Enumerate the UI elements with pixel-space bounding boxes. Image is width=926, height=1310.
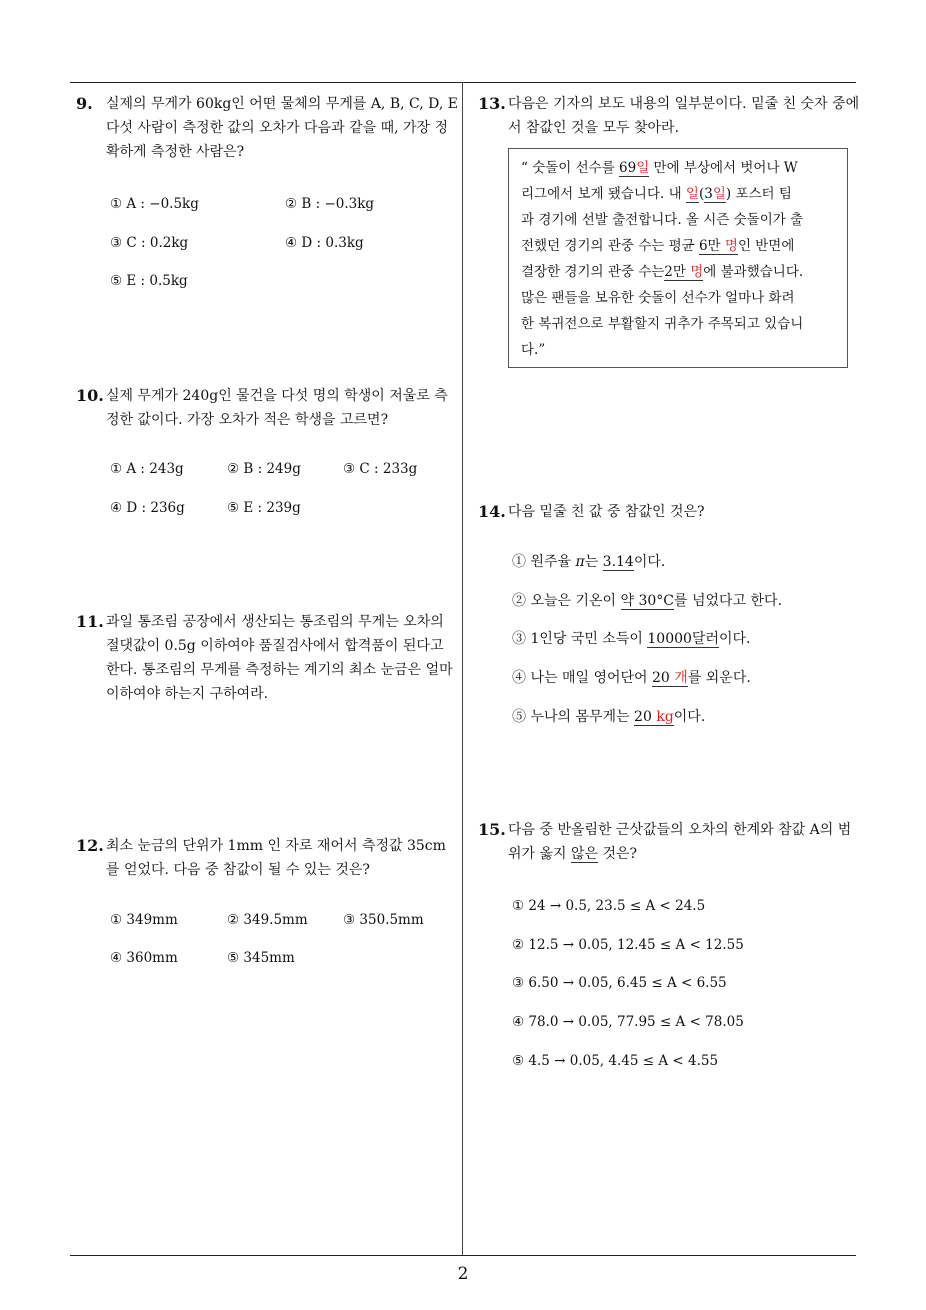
question-text: 다음 중 반올림한 근삿값들의 오차의 한계와 참값 A의 범위가 옳지 않은 것은? xyxy=(508,822,852,862)
quote-line: 많은 팬들을 보유한 숫돌이 선수가 얼마나 화려 xyxy=(521,290,795,306)
quote-line: “ 숫돌이 선수를 69일 만에 부상에서 벗어나 W xyxy=(521,160,798,176)
page-number: 2 xyxy=(457,1264,469,1284)
question-text: 실제 무게가 240g인 물건을 다섯 명의 학생이 저울로 측정한 값이다. 가장 오차가 적은 학생을 고르면? xyxy=(106,388,448,428)
quote-line: 한 복귀전으로 부활할지 귀추가 주목되고 있습니 xyxy=(521,316,804,332)
question-11 xyxy=(76,610,458,706)
option-5[interactable]: ⑤ 누나의 몸무게는 20 kg이다. xyxy=(512,709,706,725)
question-number: 15. xyxy=(478,820,506,839)
option-4[interactable]: ④ D : 0.3kg xyxy=(285,235,364,251)
option-4[interactable]: ④ 나는 매일 영어단어 20 개를 외운다. xyxy=(512,670,751,686)
question-number: 11. xyxy=(76,612,104,631)
question-9 xyxy=(76,92,458,164)
option-1[interactable]: ① A : −0.5kg xyxy=(110,196,199,212)
option-2[interactable]: ② B : 249g xyxy=(227,461,301,477)
option-1[interactable]: ① 24 → 0.5, 23.5 ≤ A < 24.5 xyxy=(512,898,706,914)
news-quote-box xyxy=(508,148,848,368)
option-5[interactable]: ⑤ E : 239g xyxy=(227,500,301,516)
option-3[interactable]: ③ C : 0.2kg xyxy=(110,235,189,251)
option-5[interactable]: ⑤ 4.5 → 0.05, 4.45 ≤ A < 4.55 xyxy=(512,1053,719,1069)
question-number: 9. xyxy=(76,94,93,113)
question-number: 14. xyxy=(478,502,506,521)
quote-line: 리그에서 보게 됐습니다. 내 일(3일) 포스터 팀 xyxy=(521,186,792,202)
option-2[interactable]: ② B : −0.3kg xyxy=(285,196,375,212)
option-5[interactable]: ⑤ 345mm xyxy=(227,950,295,966)
option-3[interactable]: ③ C : 233g xyxy=(343,461,418,477)
option-4[interactable]: ④ D : 236g xyxy=(110,500,185,516)
option-1[interactable]: ① 원주율 π는 3.14이다. xyxy=(512,554,666,570)
question-number: 10. xyxy=(76,386,104,405)
option-2[interactable]: ② 12.5 → 0.05, 12.45 ≤ A < 12.55 xyxy=(512,937,744,953)
option-1[interactable]: ① 349mm xyxy=(110,912,178,928)
question-number: 13. xyxy=(478,94,506,113)
question-text: 다음 밑줄 친 값 중 참값인 것은? xyxy=(508,504,705,520)
option-2[interactable]: ② 오늘은 기온이 약 30°C를 넘었다고 한다. xyxy=(512,593,783,609)
quote-line: 과 경기에 선발 출전합니다. 올 시즌 숫돌이가 출 xyxy=(521,212,804,228)
quote-line: 전했던 경기의 관중 수는 평균 6만 명인 반면에 xyxy=(521,238,795,254)
question-text: 과일 통조림 공장에서 생산되는 통조림의 무게는 오차의 절댓값이 0.5g 이하여야 품질검사에서 합격품이 된다고 한다. 통조림의 무게를 측정하는 계기의 최소 눈금은 얼마 이하여야 하는지 구하여라. xyxy=(106,614,453,702)
question-text: 최소 눈금의 단위가 1mm 인 자로 재어서 측정값 35cm를 얻었다. 다음 중 참값이 될 수 있는 것은? xyxy=(106,838,446,878)
question-12 xyxy=(76,834,458,882)
option-3[interactable]: ③ 1인당 국민 소득이 10000달러이다. xyxy=(512,631,751,647)
option-1[interactable]: ① A : 243g xyxy=(110,461,184,477)
column-divider xyxy=(462,82,463,1256)
question-text: 실제의 무게가 60kg인 어떤 물체의 무게를 A, B, C, D, E 다섯 사람이 측정한 값의 오차가 다음과 같을 때, 가장 정확하게 측정한 사람은? xyxy=(106,96,458,160)
option-4[interactable]: ④ 360mm xyxy=(110,950,178,966)
question-13 xyxy=(478,92,860,140)
quote-line: 다.” xyxy=(521,342,546,358)
question-number: 12. xyxy=(76,836,104,855)
option-5[interactable]: ⑤ E : 0.5kg xyxy=(110,273,188,289)
bottom-rule xyxy=(70,1255,856,1256)
question-15 xyxy=(478,818,860,866)
top-rule xyxy=(70,82,856,83)
option-2[interactable]: ② 349.5mm xyxy=(227,912,308,928)
question-text: 다음은 기자의 보도 내용의 일부분이다. 밑줄 친 숫자 중에서 참값인 것을 모두 찾아라. xyxy=(508,96,860,136)
option-3[interactable]: ③ 6.50 → 0.05, 6.45 ≤ A < 6.55 xyxy=(512,975,727,991)
quote-line: 결장한 경기의 관중 수는2만 명에 불과했습니다. xyxy=(521,264,804,280)
question-14 xyxy=(478,500,860,524)
question-10 xyxy=(76,384,458,432)
option-3[interactable]: ③ 350.5mm xyxy=(343,912,424,928)
option-4[interactable]: ④ 78.0 → 0.05, 77.95 ≤ A < 78.05 xyxy=(512,1014,744,1030)
